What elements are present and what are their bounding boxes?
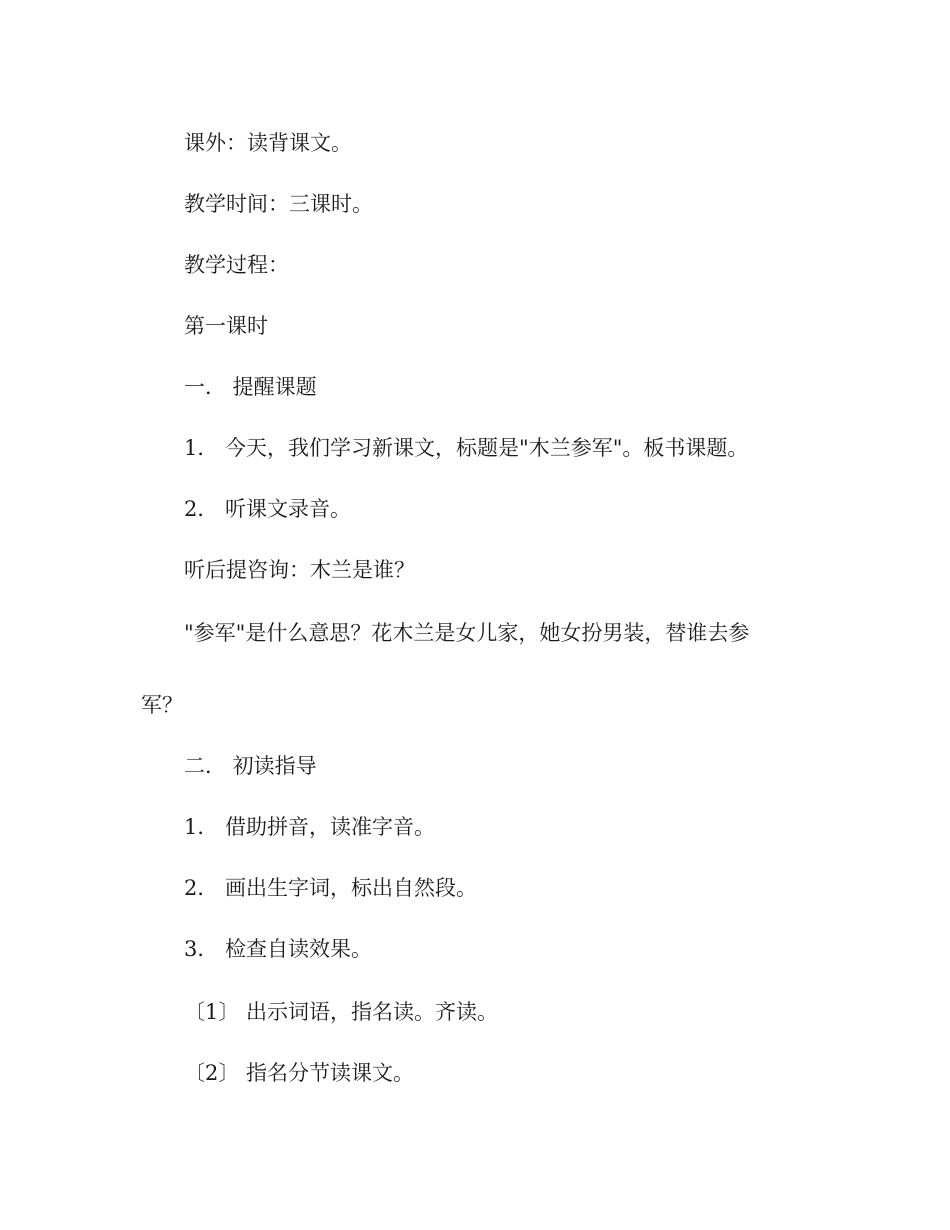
- list-item: 1． 今天，我们学习新课文，标题是"木兰参军"。板书课题。: [184, 436, 749, 460]
- sub-list-item: 〔2〕 指名分节读课文。: [184, 1061, 415, 1085]
- text-line-question-continued: "参军"是什么意思？花木兰是女儿家，她女扮男装，替谁去参: [184, 621, 750, 645]
- text-line-wrap: 军？: [141, 693, 183, 717]
- section-heading-1: 一． 提醒课题: [184, 375, 317, 399]
- text-line-homework: 课外：读背课文。: [184, 131, 352, 155]
- section-heading-2: 二． 初读指导: [184, 754, 317, 778]
- list-item: 3． 检查自读效果。: [184, 937, 373, 961]
- text-line-question: 听后提咨询：木兰是谁？: [184, 558, 415, 582]
- list-item: 1． 借助拼音，读准字音。: [184, 815, 436, 839]
- text-line-teaching-process: 教学过程：: [184, 253, 289, 277]
- list-item: 2． 听课文录音。: [184, 497, 352, 521]
- list-item: 2． 画出生字词，标出自然段。: [184, 876, 478, 900]
- text-line-first-lesson: 第一课时: [184, 314, 268, 338]
- text-line-teaching-time: 教学时间：三课时。: [184, 192, 373, 216]
- sub-list-item: 〔1〕 出示词语，指名读。齐读。: [184, 1000, 499, 1024]
